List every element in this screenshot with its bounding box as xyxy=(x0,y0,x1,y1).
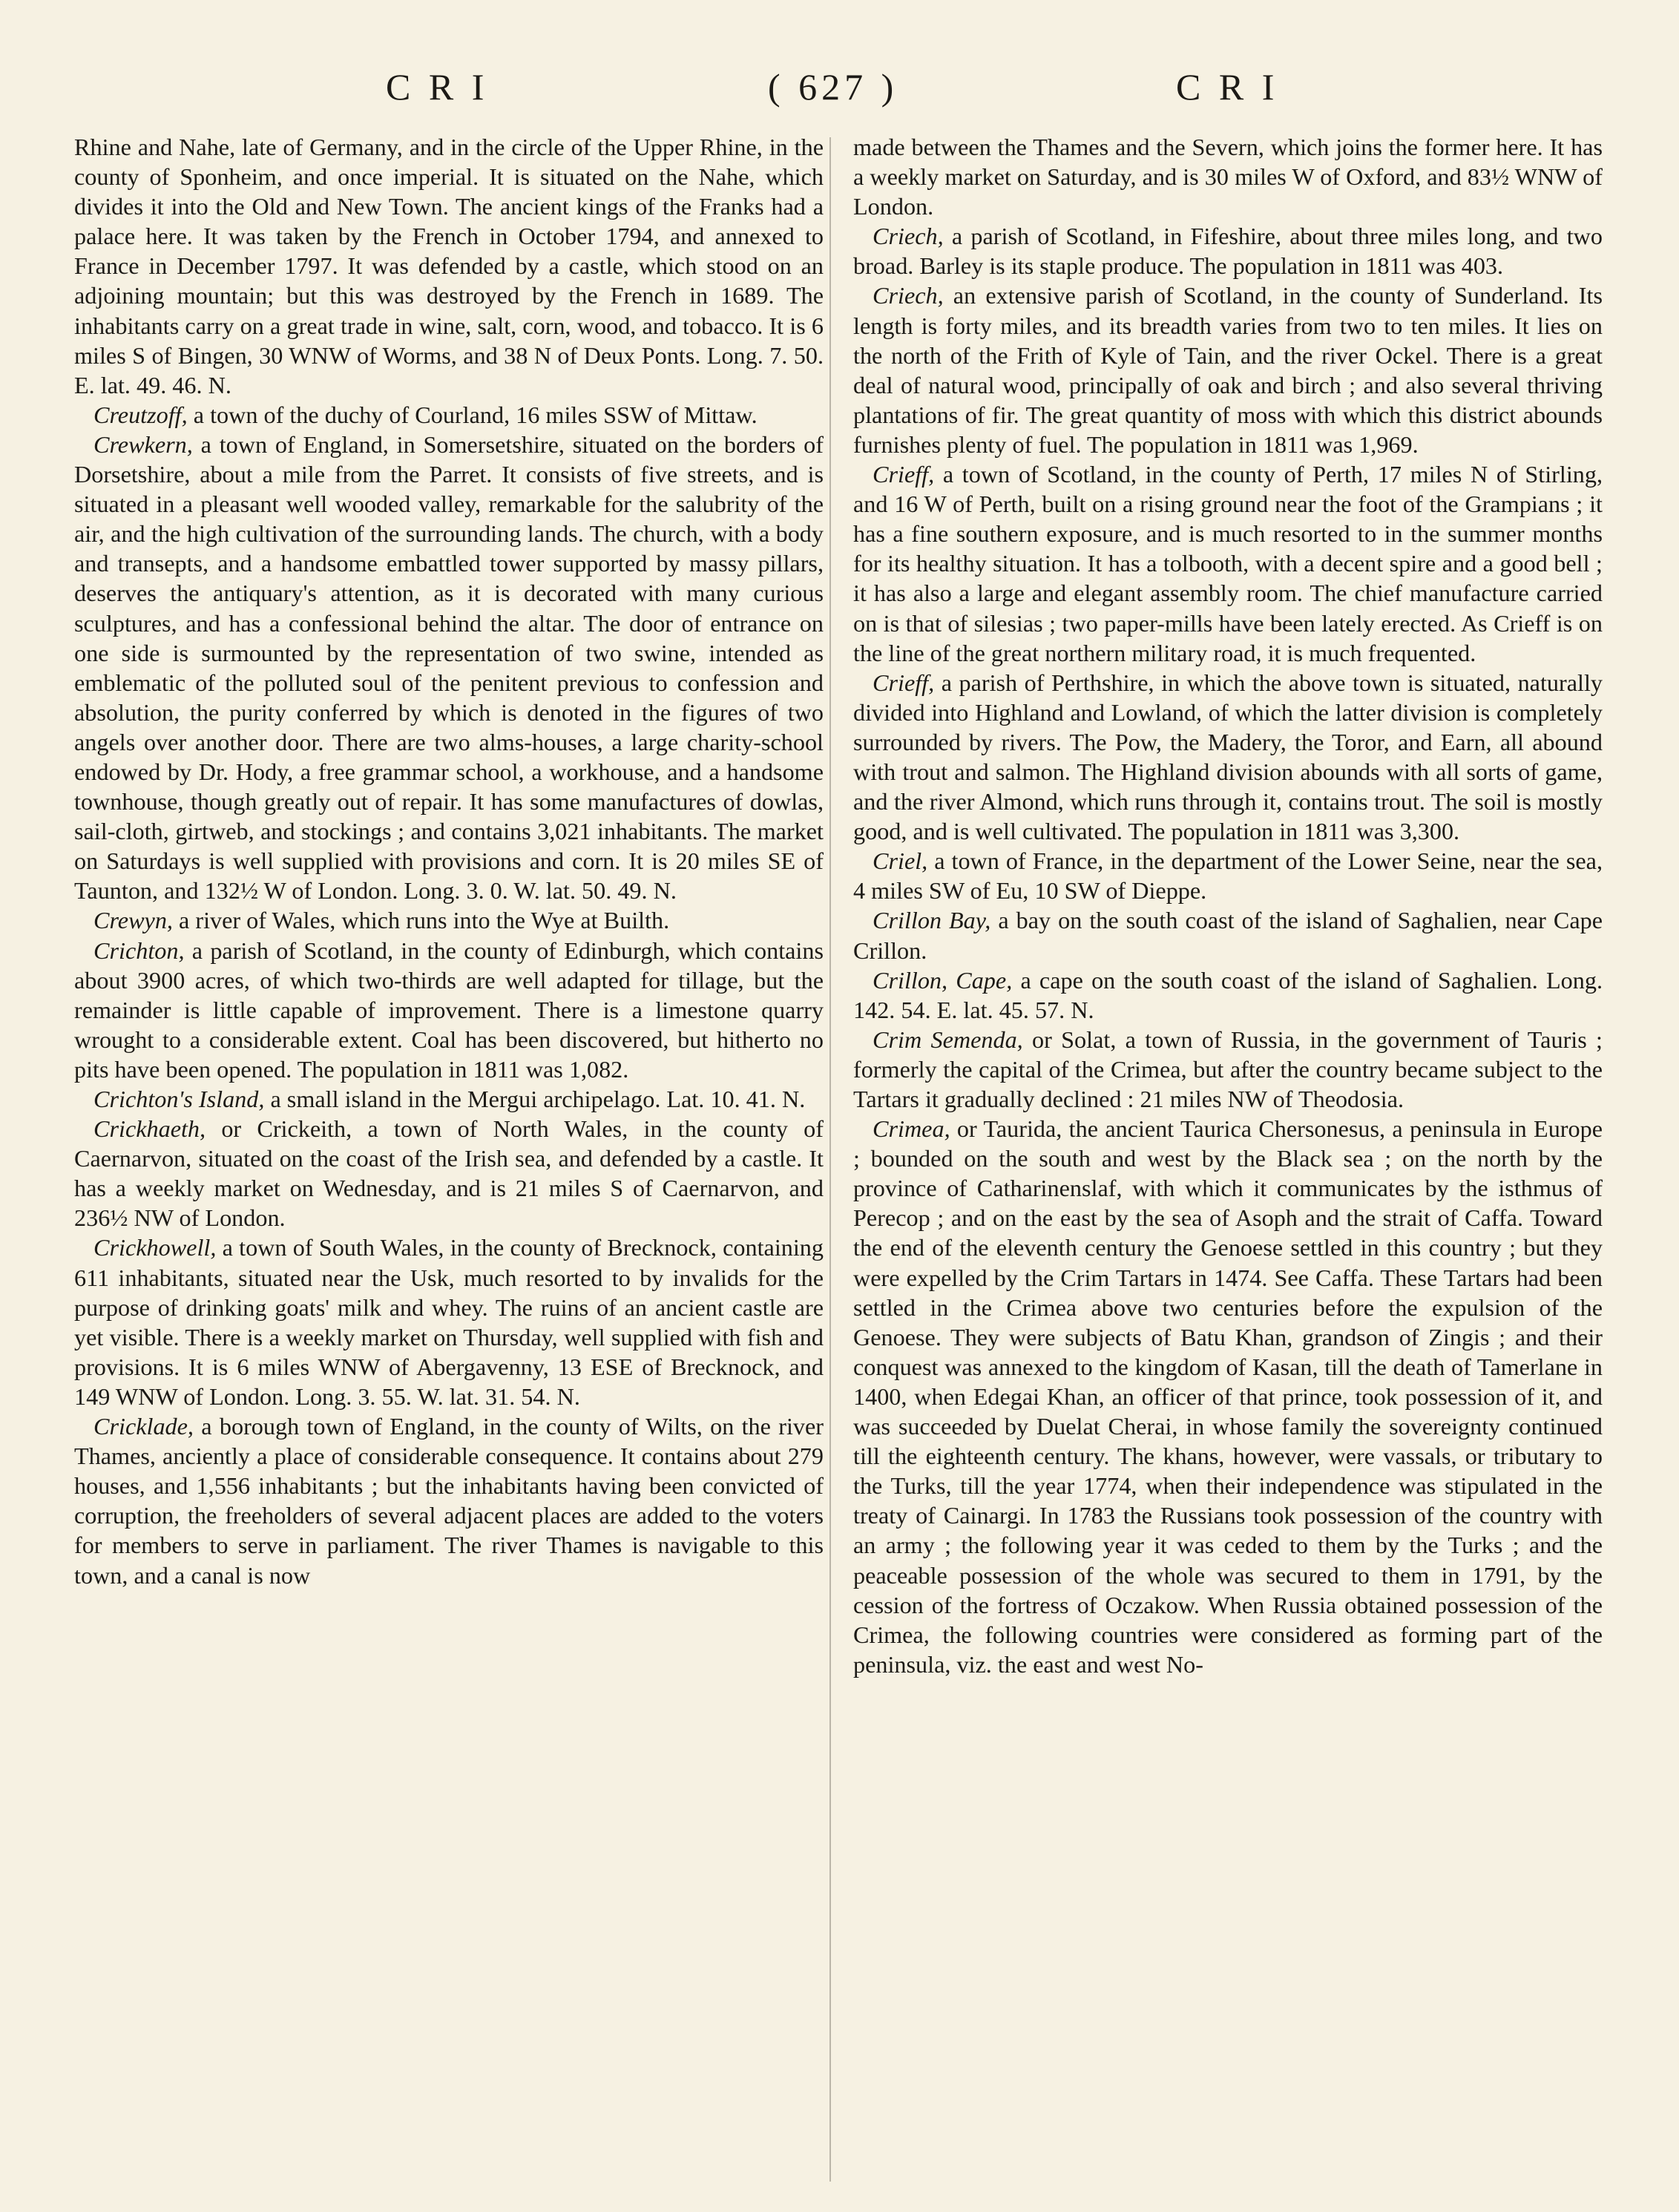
entry: Crillon, Cape, a cape on the south coast of the island of Saghalien. Long. 142. 54. E. lat. 45. 57. N. xyxy=(853,966,1603,1023)
entry-headword: Creutzoff, xyxy=(93,401,188,428)
entry: made between the Thames and the Severn, which joins the former here. It has a weekly market on Saturday, and is 30 miles W of Oxford, and 83½ WNW of London. xyxy=(853,134,1603,220)
page-number: ( 627 ) xyxy=(768,66,898,108)
page-header xyxy=(0,65,1679,117)
entry-headword: Criech, xyxy=(873,223,944,250)
entry-headword: Crillon Bay, xyxy=(873,907,991,934)
entry: Crewyn, a river of Wales, which runs into the Wye at Builth. xyxy=(93,907,670,934)
entry-headword: Cricklade, xyxy=(93,1413,194,1440)
entry-headword: Crewkern, xyxy=(93,430,193,458)
entry-headword: Crim Semenda, xyxy=(873,1025,1023,1053)
entry: Criech, an extensive parish of Scotland, in the county of Sunderland. Its length is forty miles, and its breadth varies from two to ten miles. It lies on the north of the Frith of Kyle of Tain, and the river Ockel. There is a great deal of natural wood, principally of oak and birch ; and also several thriving plantations of fir. The great quantity of moss with which this district abounds furnishes plenty of fuel. The population in 1811 was 1,969. xyxy=(853,282,1603,458)
entry: Crichton, a parish of Scotland, in the county of Edinburgh, which contains about 3900 acres, of which two-thirds are well adapted for tillage, but the remainder is little capable of improvement. There is a limestone quarry wrought to a considerable extent. Coal has been discovered, but hitherto no pits have been opened. The population in 1811 was 1,082. xyxy=(74,936,824,1083)
entry-headword: Criel, xyxy=(873,847,928,875)
entry: Crieff, a town of Scotland, in the county of Perth, 17 miles N of Stirling, and 16 W of Perth, built on a rising ground near the foot of the Grampians ; it has a fine southern exposure, and is much resorted to in the summer months for its healthy situation. It has a tolbooth, with a decent spire and a good bell ; it has also a large and elegant assembly room. The chief manufacture carried on is that of silesias ; two paper-mills have been lately erected. As Crieff is on the line of the great northern military road, it is much frequented. xyxy=(853,461,1603,666)
entry-headword: Crimea, xyxy=(873,1115,950,1143)
entry: Rhine and Nahe, late of Germany, and in the circle of the Upper Rhine, in the county of Sponheim, and once imperial. It is situated on the Nahe, which divides it into the Old and New Town. The ancient kings of the Franks had a palace here. It was taken by the French in October 1794, and annexed to France in December 1797. It was defended by a castle, which stood on an adjoining mountain; but this was destroyed by the French in 1689. The inhabitants carry on a great trade in wine, salt, corn, wood, and tobacco. It is 6 miles S of Bingen, 30 WNW of Worms, and 38 N of Deux Ponts. Long. 7. 50. E. lat. 49. 46. N. xyxy=(74,134,824,398)
entry: Crichton's Island, a small island in the Mergui archipelago. Lat. 10. 41. N. xyxy=(93,1086,806,1112)
right-column xyxy=(853,132,1603,1679)
entry: Cricklade, a borough town of England, in the county of Wilts, on the river Thames, anciently a place of considerable consequence. It contains about 279 houses, and 1,556 inhabitants ; but the inhabitants having been convicted of corruption, the freeholders of several adjacent places are added to the voters for members to serve in parliament. The river Thames is navigable to this town, and a canal is now xyxy=(74,1413,824,1589)
entry: Crim Semenda, or Solat, a town of Russia, in the government of Tauris ; formerly the capital of the Crimea, but after the country became subject to the Tartars it gradually declined : 21 miles NW of Theodosia. xyxy=(853,1025,1603,1112)
entry: Crillon Bay, a bay on the south coast of the island of Saghalien, near Cape Crillon. xyxy=(853,907,1603,964)
left-column xyxy=(74,132,824,1590)
entry: Crieff, a parish of Perthshire, in which the above town is situated, naturally divided into Highland and Lowland, of which the latter division is completely surrounded by rivers. The Pow, the Madery, the Toror, and Earn, all abound with trout and salmon. The Highland division abounds with all sorts of game, and the river Almond, which runs through it, contains trout. The soil is mostly good, and is well cultivated. The population in 1811 was 3,300. xyxy=(853,669,1603,845)
entry-headword: Crichton's Island, xyxy=(93,1086,265,1112)
entry: Crimea, or Taurida, the ancient Taurica Chersonesus, a peninsula in Europe ; bounded on the south and west by the Black sea ; on the north by the province of Catharinenslaf, with which it communicates by the isthmus of Perecop ; and on the east by the sea of Asoph and the strait of Caffa. Toward the end of the eleventh century the Genoese settled in this country ; but they were expelled by the Crim Tartars in 1474. See Caffa. These Tartars had been settled in the Crimea above two centuries before the expulsion of the Genoese. They were subjects of Batu Khan, grandson of Zingis ; and their conquest was annexed to the kingdom of Kasan, till the death of Tamerlane in 1400, when Edegai Khan, an officer of that prince, took possession of it, and was succeeded by Duelat Cherai, in whose family the sovereignty continued till the eighteenth century. The khans, however, were vassals, or tributary to the Turks, till the year 1774, when their independence was stipulated in the treaty of Cainargi. In 1783 the Russians took possession of the country with an army ; the following year it was ceded to them by the Turks ; and the peaceable possession of the whole was secured to them in 1791, by the cession of the fortress of Oczakow. When Russia obtained possession of the Crimea, the following countries were considered as forming part of the peninsula, viz. the east and west No- xyxy=(853,1115,1603,1678)
running-head-left: C R I xyxy=(386,66,489,108)
entry-headword: Crickhowell, xyxy=(93,1234,217,1261)
entry: Criech, a parish of Scotland, in Fifeshire, about three miles long, and two broad. Barley is its staple produce. The population in 1811 was 403. xyxy=(853,223,1603,280)
entry-headword: Crichton, xyxy=(93,936,185,964)
entry-headword: Crieff, xyxy=(873,669,935,696)
entry-headword: Criech, xyxy=(873,282,944,309)
entry-headword: Crickhaeth, xyxy=(93,1115,206,1143)
running-head-right: C R I xyxy=(1176,66,1279,108)
column-divider xyxy=(829,137,831,2182)
entry-headword: Crieff, xyxy=(873,461,935,488)
entry: Crickhaeth, or Crickeith, a town of North Wales, in the county of Caernarvon, situated on the coast of the Irish sea, and defended by a castle. It has a weekly market on Wednesday, and is 21 miles S of Caernarvon, and 236½ NW of London. xyxy=(74,1115,824,1232)
entry: Creutzoff, a town of the duchy of Courland, 16 miles SSW of Mittaw. xyxy=(93,401,758,428)
entry: Crewkern, a town of England, in Somersetshire, situated on the borders of Dorsetshire, about a mile from the Parret. It consists of five streets, and is situated in a pleasant well wooded valley, remarkable for the salubrity of the air, and the high cultivation of the surrounding lands. The church, with a body and transepts, and a handsome embattled tower supported by massy pillars, deserves the antiquary's attention, as it is decorated with many curious sculptures, and has a confessional behind the altar. The door of entrance on one side is surmounted by the representation of two swine, intended as emblematic of the polluted soul of the penitent previous to confession and absolution, the purity conferred by which is denoted in the figures of two angels over another door. There are two alms-houses, a large charity-school endowed by Dr. Hody, a free grammar school, a workhouse, and a handsome townhouse, though greatly out of repair. It has some manufactures of dowlas, sail-cloth, girtweb, and stockings ; and contains 3,021 inhabitants. The market on Saturdays is well supplied with provisions and corn. It is 20 miles SE of Taunton, and 132½ W of London. Long. 3. 0. W. lat. 50. 49. N. xyxy=(74,430,824,905)
entry-headword: Crewyn, xyxy=(93,907,173,934)
entry: Crickhowell, a town of South Wales, in the county of Brecknock, containing 611 inhabitants, situated near the Usk, much resorted to by invalids for the purpose of drinking goats' milk and whey. The ruins of an ancient castle are yet visible. There is a weekly market on Thursday, well supplied with fish and provisions. It is 6 miles WNW of Abergavenny, 13 ESE of Brecknock, and 149 WNW of London. Long. 3. 55. W. lat. 31. 54. N. xyxy=(74,1234,824,1410)
entry-headword: Crillon, Cape, xyxy=(873,966,1013,994)
entry: Criel, a town of France, in the department of the Lower Seine, near the sea, 4 miles SW of Eu, 10 SW of Dieppe. xyxy=(853,847,1603,905)
